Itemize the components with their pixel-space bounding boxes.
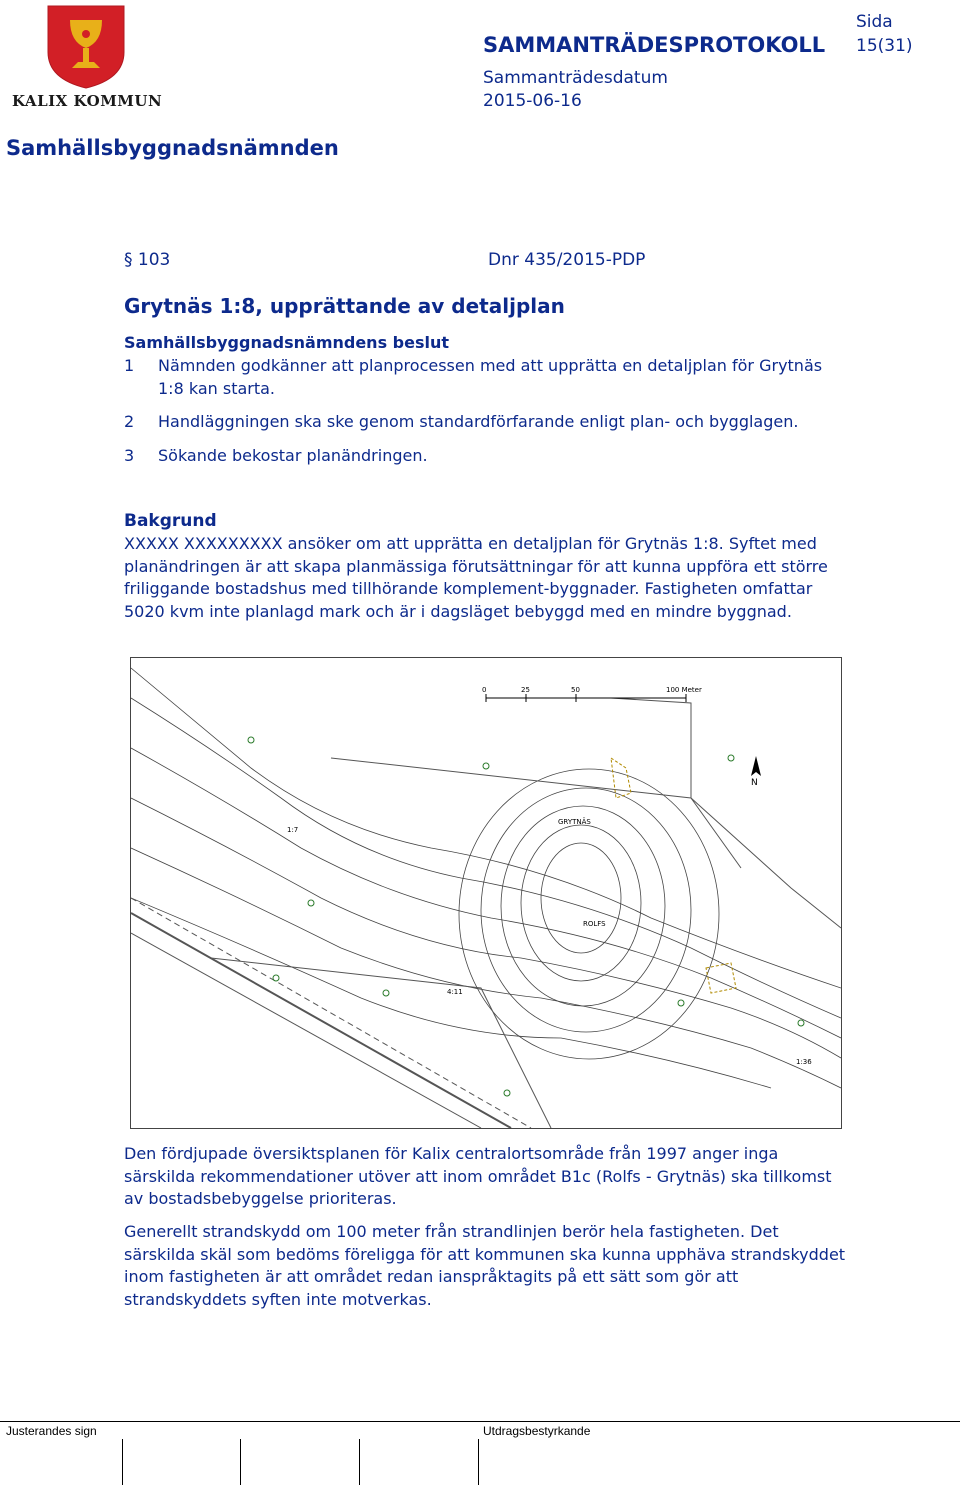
place-label-grytnas: GRYTNÄS	[558, 818, 591, 826]
list-item-number: 1	[124, 356, 135, 375]
list-item-text: Sökande bekostar planändringen.	[158, 445, 428, 465]
parcel-label: 1:7	[287, 826, 299, 834]
list-item-text: Handläggningen ska ske genom standardförfarande enligt plan- och bygglagen.	[158, 412, 799, 431]
decision-heading: Samhällsbyggnadsnämndens beslut	[124, 333, 450, 352]
signature-box-divider	[240, 1439, 241, 1485]
meeting-date: 2015-06-16	[483, 91, 582, 111]
map-drawing	[131, 658, 841, 1128]
background-text: XXXXX XXXXXXXXX ansöker om att upprätta en detaljplan för Grytnäs 1:8. Syftet med planändringen är att skapa planmässiga förutsättningar för att kunna uppföra ett större friliggande bostadshus med tillhörande komplement-byggnader. Fastigheten omfattar 5020 kvm inte planlagd mark och är i dagsläget bebyggd med en mindre byggnad.	[124, 534, 828, 621]
meeting-date-label: Sammanträdesdatum	[483, 68, 668, 88]
document-title: SAMMANTRÄDESPROTOKOLL	[483, 33, 826, 57]
diary-number: Dnr 435/2015-PDP	[488, 250, 646, 270]
section-number: § 103	[124, 250, 171, 270]
list-item-text: Nämnden godkänner att planprocessen med att upprätta en detaljplan för Grytnäs 1:8 kan starta.	[158, 356, 823, 398]
north-arrow-icon	[751, 756, 761, 776]
logo-text: KALIX KOMMUN	[12, 92, 163, 110]
site-map	[130, 657, 842, 1129]
north-label: N	[751, 778, 758, 788]
scale-label: 25	[521, 686, 530, 694]
signature-box-divider	[478, 1439, 479, 1485]
parcel-label: 1:36	[796, 1058, 812, 1066]
shore-protection-paragraph: Generellt strandskydd om 100 meter från strandlinjen berör hela fastigheten. Det särskilda skäl som bedöms föreligga för att kommunen ska kunna upphäva strandskyddet inom fastigheten är att området redan ianspråktagits på ett sätt som gör att strandskyddets syften inte motverkas.	[124, 1222, 846, 1309]
signature-box-divider	[122, 1439, 123, 1485]
parcel-label: 4:11	[447, 988, 463, 996]
adjuster-sign-label: Justerandes sign	[6, 1424, 97, 1438]
decision-list	[124, 355, 844, 478]
list-item	[124, 445, 844, 468]
scale-label: 100 Meter	[666, 686, 702, 694]
board-name: Samhällsbyggnadsnämnden	[6, 136, 339, 160]
list-item-number: 3	[124, 445, 135, 465]
list-item	[124, 411, 844, 434]
footer-divider	[0, 1421, 960, 1422]
list-item	[124, 355, 844, 400]
overview-plan-paragraph: Den fördjupade översiktsplanen för Kalix centralortsområde från 1997 anger inga särskilda rekommendationer utöver att inom området B1c (Rolfs - Grytnäs) ska tillkomst av bostadsbebyggelse prioriteras.	[124, 1144, 832, 1208]
list-item-number: 2	[124, 412, 135, 431]
place-label-rolfs: ROLFS	[583, 920, 606, 928]
coat-of-arms-icon	[6, 4, 126, 94]
page-label: Sida	[856, 12, 893, 32]
page-number: 15(31)	[856, 36, 913, 56]
scale-label: 0	[482, 686, 487, 694]
background-heading: Bakgrund	[124, 511, 217, 531]
item-title: Grytnäs 1:8, upprättande av detaljplan	[124, 294, 565, 318]
signature-box-divider	[359, 1439, 360, 1485]
certification-label: Utdragsbestyrkande	[483, 1424, 591, 1438]
scale-label: 50	[571, 686, 580, 694]
